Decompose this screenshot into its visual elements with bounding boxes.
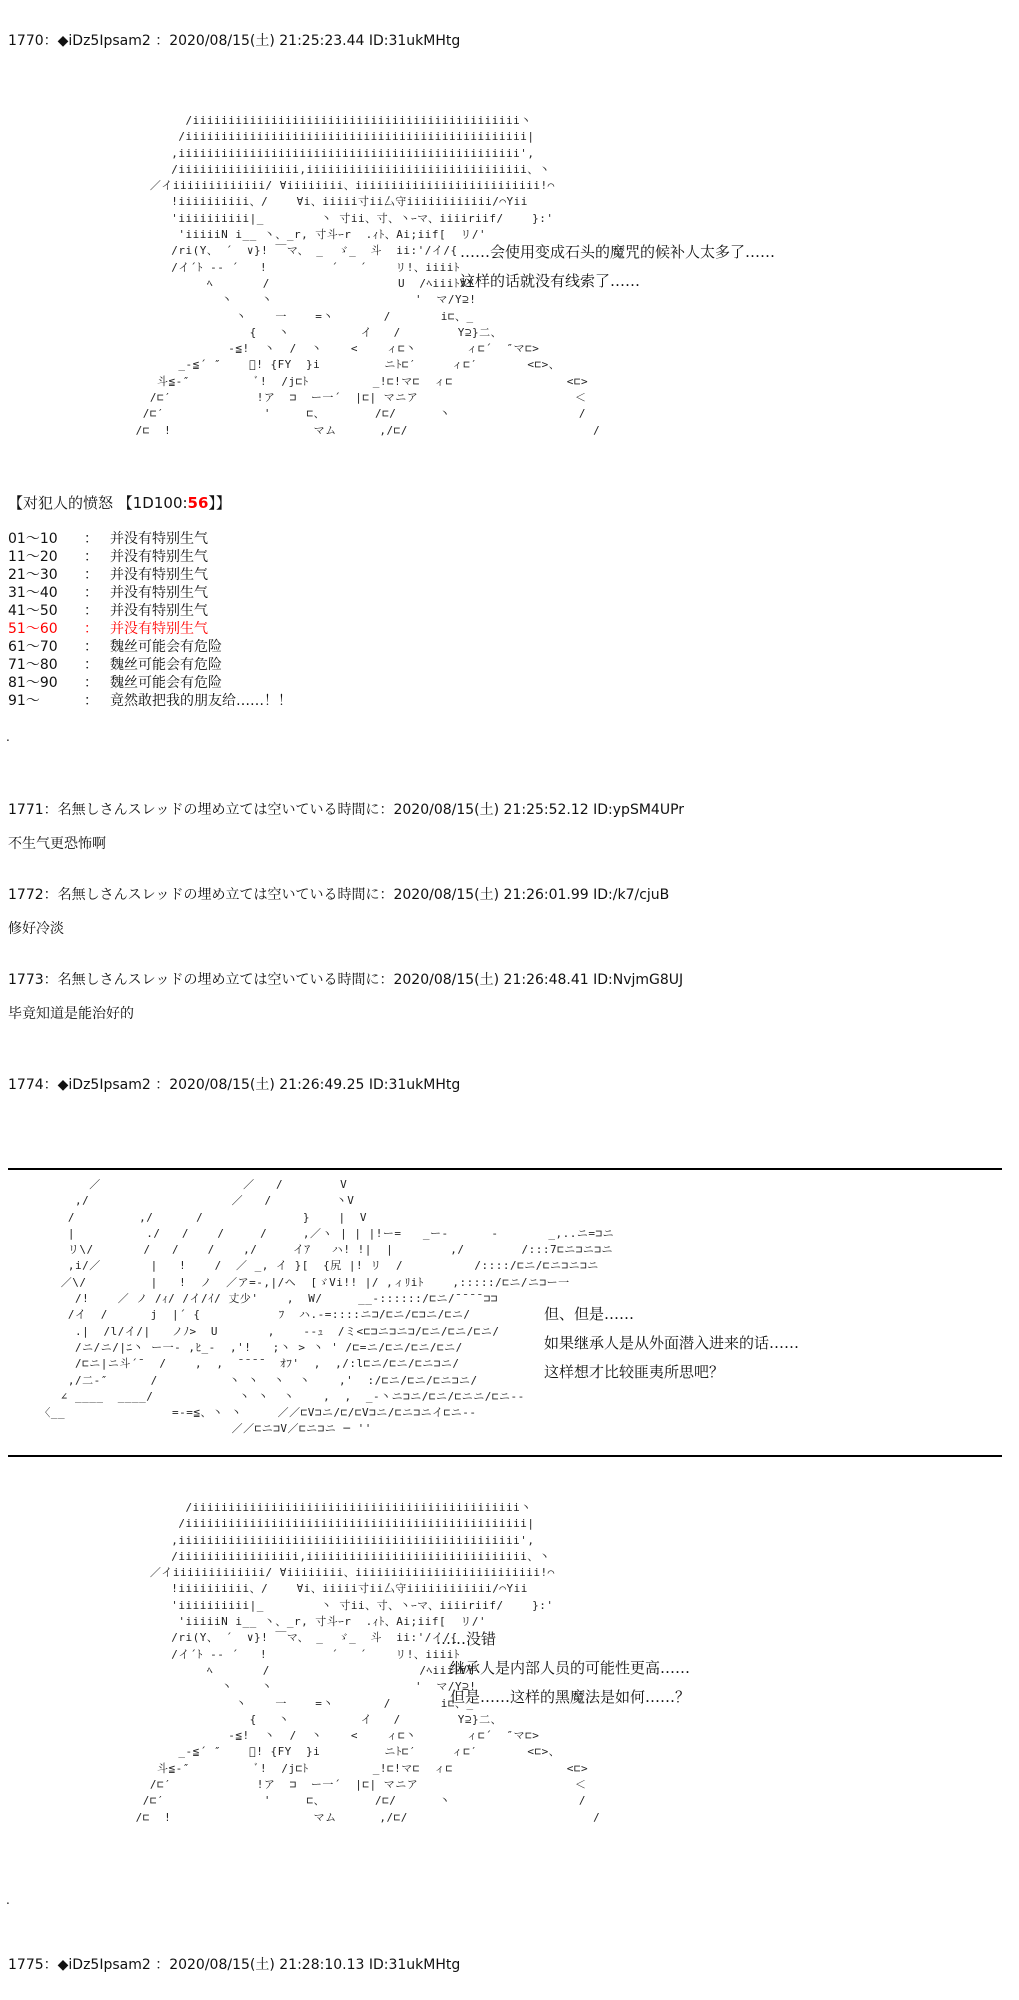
table-cell-text: 竟然敢把我的朋友给……！！	[110, 693, 292, 709]
ascii-art-scene: ／ ／ / V ,/ ／ / 丶V / ,/ / } | V | ./ / / / ,／ヽ | | |!ー= _ー- - _,..ニ=⊐ニ リ\/ / / / ,/ イｱ ハ! !| | ,/ /:::7⊏ニ⊐ニ⊐ニ ,i/／ | ! / ／ _, イ }[ {尻 |! リ / /::::/⊏ニ/⊏ニ⊐ニ⊐ニ ／\/ | ! ノ ／ア=-,|/ヘ [ゞVi!! |/ ,ィﾘiﾄ ,:::::/⊏ニ/ニ⊐ー一 /! ／ ノ /ｨ/ /イ/ｲ/ 丈少' , W/ __-::::::/⊏ニ/¯¯¯¯⊐⊐ /イ / j |´ { ﾌ ハ.-=::::ニ⊐/⊏ニ/⊏⊐ニ/⊏ニ/ .| /l/イ/| ノﾉ> U , --ｭ /ミ<⊏⊐ニ⊐ニ⊐/⊏ニ/⊏ニ/⊏ニ/ /ニ/ニ/|ﾆ丶 ー一- ,ﾋ_- ,'! ;丶 > 丶 ' /⊏=ニ/⊏ニ/⊏ニ/⊏ニ/ /⊏ニ|ニ斗´¯ / , , ¯¯¯¯ ｵﾌ' , ,/:l⊏ニ/⊏ニ/⊏ニ⊐ニ/ ,/二-″ / 丶 丶 丶 丶 ,' :/⊏ニ/⊏ニ/⊏ニ⊐ニ/ ∠ ____ ____/ 丶 丶 丶 , , _-丶ニ⊐ニ/⊏ニ/⊏ニニ/⊏ニ-- 〈__ =-=≦、丶 丶 ／／⊏V⊐ニ/⊏/⊏V⊐ニ/⊏ニ⊐ニイ⊏ニ-- ／／⊏ニ⊐V／⊏ニ⊐ニ ─ ''	[39, 1178, 615, 1436]
table-cell-colon: ：	[84, 531, 98, 547]
dialog-line: 但是……这样的黑魔法是如何……？	[450, 1688, 691, 1706]
table-cell-text: 并没有特别生气	[110, 567, 208, 583]
character-dialog	[436, 1625, 690, 1712]
character-dialog	[460, 238, 775, 296]
roll-prefix: 【对犯人的愤怒 【1D100:	[8, 494, 188, 512]
post-header-1772: 1772：名無しさんスレッドの埋め立ては空いている時間に：2020/08/15(土) 21:26:01.99 ID:/k7/cjuB	[8, 887, 670, 903]
table-row	[8, 602, 292, 620]
table-cell-colon: ：	[84, 585, 98, 601]
table-cell-colon: ：	[84, 621, 98, 637]
dialog-line: 但、但是……	[544, 1305, 635, 1323]
separator-dot: .	[6, 1893, 10, 1907]
table-row	[8, 674, 292, 692]
post-header-1770: 1770：◆iDz5Ipsam2 ：2020/08/15(土) 21:25:23.44 ID:31ukMHtg	[8, 33, 461, 49]
table-row	[8, 620, 292, 638]
post-header-1773: 1773：名無しさんスレッドの埋め立ては空いている時間に：2020/08/15(土) 21:26:48.41 ID:NvjmG8UJ	[8, 972, 684, 988]
table-row	[8, 548, 292, 566]
table-cell-range: 21～30	[8, 567, 58, 583]
table-cell-range: 81～90	[8, 675, 58, 691]
roll-suffix: 】】	[208, 494, 231, 512]
table-cell-text: 并没有特别生气	[110, 621, 208, 637]
table-row	[8, 584, 292, 602]
frame-bottom-rule	[8, 1455, 1002, 1457]
table-row	[8, 656, 292, 674]
table-row	[8, 566, 292, 584]
table-cell-colon: ：	[84, 693, 98, 709]
table-cell-range: 71～80	[8, 657, 58, 673]
ascii-art-character: /iiiiiiiiiiiiiiiiiiiiiiiiiiiiiiiiiiiiiiiiiiiiii丶 /iiiiiiiiiiiiiiiiiiiiiiiiiiiiiiiiiiiiiiiiiiiiiiii| ,iiiiiiiiiiiiiiiiiiiiiiiiiiiiiiiiiiiiiiiiiiiiiiii', /iiiiiiiiiiiiiiiii,iiiiiiiiiiiiiiiiiiiiiiiiiiiiiii、丶 ／イiiiiiiiiiiiii/ ∀iiiiiiii、iiiiiiiiiiiiiiiiiiiiiiiiii!⌒ !iiiiiiiiii、/ ∀i、iiiii寸ii厶守iiiiiiiiiiii/⌒Yii 'iiiiiiiiii|_ 丶 寸ii、寸、丶ｰマ、iiiiriif/ }:' 'iiiiiN i__ 丶、_r, 寸斗ｰr .ｨﾄ、Ai;iif[ リ/' /ri(Y、 ´ ∨}! ￣マ、 _ ゞ_ 斗 ii:'/イ/{ /イ´ﾄ -- ´ ! ´ ´ リ!、iiiiﾄ ﾍ / /ﾍiiiﾄ∀Y 丶 丶 ' マ/Y⊇! 丶 一 =丶 / i⊏、_ { 丶 イ / Y⊇}二、 -≦! 丶 / 丶 < ィ⊏丶 ィ⊏´ ″マ⊏> _-≦´ ″ ﾞ! {FY }i ニﾄ⊏′ ィ⊏′ <⊏>、 斗≦-″ ﾞ! /j⊏ﾄ _!⊏!マ⊏ ィ⊏ <⊏> /⊏′ !ア ⊐ ー一´ |⊏| マニア ＜ /⊏′ ' ⊏、 /⊏/ 丶 / /⊏ ! マム ,/⊏/ /	[135, 1501, 601, 1824]
dialog-line: ……会使用变成石头的魔咒的候补人太多了……	[460, 243, 776, 261]
table-cell-range: 61～70	[8, 639, 58, 655]
dialog-line: 这样想才比较匪夷所思吧？	[544, 1363, 725, 1381]
ascii-art-character: /iiiiiiiiiiiiiiiiiiiiiiiiiiiiiiiiiiiiiiiiiiiiii丶 /iiiiiiiiiiiiiiiiiiiiiiiiiiiiiiiiiiiiiiiiiiiiiiii| ,iiiiiiiiiiiiiiiiiiiiiiiiiiiiiiiiiiiiiiiiiiiiiiii', /iiiiiiiiiiiiiiiii,iiiiiiiiiiiiiiiiiiiiiiiiiiiiiii、丶 ／イiiiiiiiiiiiii/ ∀iiiiiiii、iiiiiiiiiiiiiiiiiiiiiiiiii!⌒ !iiiiiiiiii、/ ∀i、iiiii寸ii厶守iiiiiiiiiiii/⌒Yii 'iiiiiiiiii|_ 丶 寸ii、寸、丶ｰマ、iiiiriif/ }:' 'iiiiiN i__ 丶、_r, 寸斗ｰr .ｨﾄ、Ai;iif[ リ/' /ri(Y、 ´ ∨}! ￣マ、 _ ゞ_ 斗 ii:'/イ/{ /イ´ﾄ -- ´ ! ´ ´ リ!、iiiiﾄ ﾍ / U /ﾍiiiﾄ∀Y 丶 丶 ' マ/Y⊇! 丶 一 =丶 / i⊏、_ { 丶 イ / Y⊇}二、 -≦! 丶 / 丶 < ィ⊏丶 ィ⊏´ ″マ⊏> _-≦´ ″ ﾞ! {FY }i ニﾄ⊏′ ィ⊏′ <⊏>、 斗≦-″ ﾞ! /j⊏ﾄ _!⊏!マ⊏ ィ⊏ <⊏> /⊏′ !ア ⊐ ー一´ |⊏| マニア ＜ /⊏′ ' ⊏、 /⊏/ 丶 / /⊏ ! マム ,/⊏/ /	[135, 114, 601, 437]
dice-roll-title	[8, 492, 231, 513]
table-cell-text: 并没有特别生气	[110, 531, 208, 547]
table-cell-text: 魏丝可能会有危险	[110, 675, 222, 691]
table-cell-text: 并没有特别生气	[110, 603, 208, 619]
table-row	[8, 692, 292, 710]
character-dialog	[544, 1300, 799, 1387]
frame-top-rule	[8, 1168, 1002, 1170]
table-row	[8, 530, 292, 548]
post-body-1771: 不生气更恐怖啊	[8, 836, 106, 852]
roll-result: 56	[187, 494, 209, 512]
table-cell-text: 并没有特别生气	[110, 585, 208, 601]
table-cell-text: 并没有特别生气	[110, 549, 208, 565]
post-body-1772: 修好冷淡	[8, 921, 64, 937]
table-cell-range: 31～40	[8, 585, 58, 601]
table-cell-text: 魏丝可能会有危险	[110, 639, 222, 655]
table-cell-colon: ：	[84, 657, 98, 673]
separator-dot: .	[6, 730, 10, 744]
table-cell-range: 91～	[8, 693, 40, 709]
table-cell-colon: ：	[84, 567, 98, 583]
table-cell-colon: ：	[84, 549, 98, 565]
anger-table	[8, 530, 292, 710]
post-body-1773: 毕竟知道是能治好的	[8, 1006, 134, 1022]
table-cell-colon: ：	[84, 675, 98, 691]
table-row	[8, 638, 292, 656]
dialog-line: 如果继承人是从外面潜入进来的话……	[544, 1334, 800, 1352]
dialog-line: ……没错	[436, 1630, 497, 1648]
table-cell-range: 01～10	[8, 531, 58, 547]
table-cell-colon: ：	[84, 603, 98, 619]
post-header-1774: 1774：◆iDz5Ipsam2 ：2020/08/15(土) 21:26:49.25 ID:31ukMHtg	[8, 1077, 461, 1093]
table-cell-range: 51～60	[8, 621, 58, 637]
table-cell-colon: ：	[84, 639, 98, 655]
dialog-line: 继承人是内部人员的可能性更高……	[450, 1659, 691, 1677]
post-header-1775: 1775：◆iDz5Ipsam2 ：2020/08/15(土) 21:28:10.13 ID:31ukMHtg	[8, 1957, 461, 1973]
dialog-line: 这样的话就没有线索了……	[460, 272, 641, 290]
table-cell-range: 41～50	[8, 603, 58, 619]
post-header-1771: 1771：名無しさんスレッドの埋め立ては空いている時間に：2020/08/15(土) 21:25:52.12 ID:ypSM4UPr	[8, 802, 685, 818]
table-cell-range: 11～20	[8, 549, 58, 565]
table-cell-text: 魏丝可能会有危险	[110, 657, 222, 673]
